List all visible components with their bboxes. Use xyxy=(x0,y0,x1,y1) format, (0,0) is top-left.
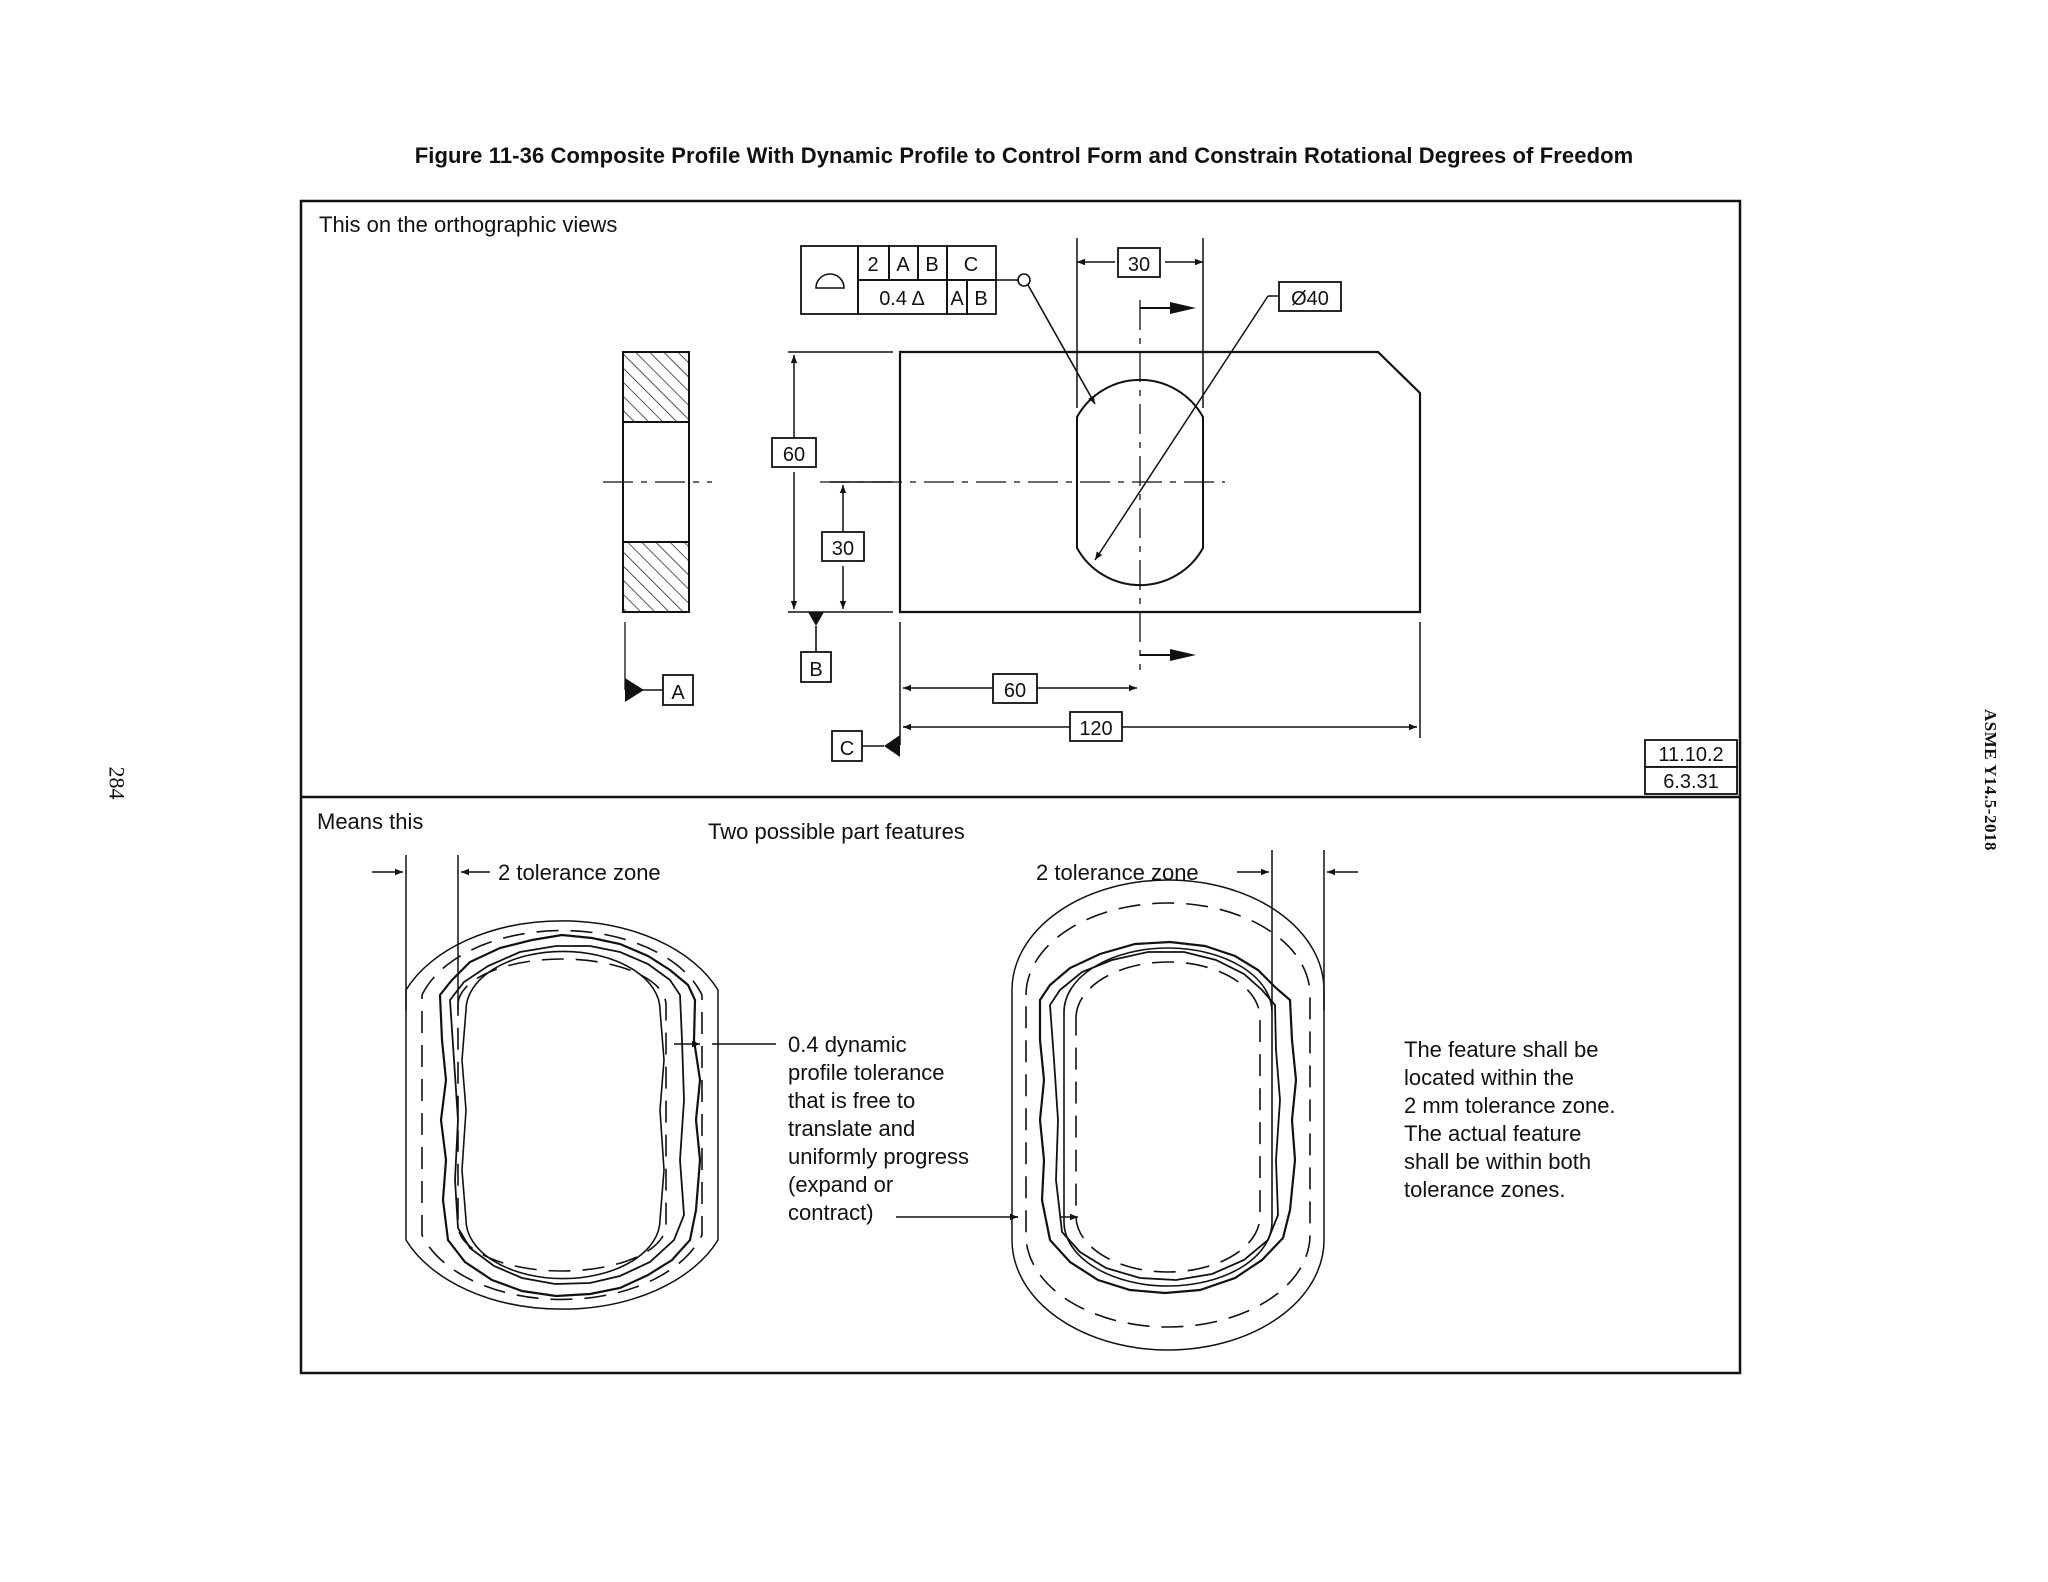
feature-note-line: 2 mm tolerance zone. xyxy=(1404,1093,1616,1118)
feature-location-note xyxy=(1404,1037,1616,1202)
fcf-row2-datum-b: B xyxy=(974,288,988,310)
dim-diameter-40 xyxy=(1095,282,1341,560)
standard-id: ASME Y14.5-2018 xyxy=(1981,709,2000,851)
datum-a-label: A xyxy=(671,682,685,704)
fcf-values xyxy=(867,254,987,310)
dim-diameter-40-label: Ø40 xyxy=(1291,288,1329,310)
side-view xyxy=(603,352,712,690)
datum-a-symbol xyxy=(625,675,693,705)
fcf-tolerance-2: 2 xyxy=(867,254,879,276)
fcf-datum-b: B xyxy=(925,254,939,276)
dim-60-length-label: 60 xyxy=(1003,680,1027,702)
feature-note-line: The actual feature xyxy=(1404,1121,1582,1146)
dynamic-note-line: uniformly progress xyxy=(788,1144,969,1169)
dynamic-note-line: that is free to xyxy=(788,1088,916,1113)
fcf-dynamic-0-4: 0.4 Δ xyxy=(879,288,925,310)
dynamic-note-line: (expand or xyxy=(788,1172,894,1197)
dim-120-length xyxy=(903,622,1420,741)
feature-note-line: tolerance zones. xyxy=(1404,1177,1566,1202)
fcf-datum-c: C xyxy=(963,254,979,276)
dynamic-note-line: contract) xyxy=(788,1200,874,1225)
front-view xyxy=(820,300,1420,670)
reference-11-10-2: 11.10.2 xyxy=(1658,744,1724,766)
dim-60-height-label: 60 xyxy=(782,444,806,466)
dim-30-height-label: 30 xyxy=(831,538,855,560)
figure-title: Figure 11-36 Composite Profile With Dynamic Profile to Control Form and Constrain Rotational Degrees of Freedom xyxy=(414,143,1634,168)
fcf-row2-datum-a: A xyxy=(950,288,964,310)
part-feature-right xyxy=(1012,880,1324,1350)
datum-c-symbol xyxy=(832,731,900,761)
page-number: 284 xyxy=(104,766,130,800)
tolerance-zone-right-callout xyxy=(1237,850,1358,1010)
feature-note-line: The feature shall be xyxy=(1404,1037,1599,1062)
bottom-caption: Means this xyxy=(317,809,424,834)
datum-c-label: C xyxy=(839,738,855,760)
fcf-datum-a: A xyxy=(896,254,910,276)
tolerance-zone-left-label: 2 tolerance zone xyxy=(498,860,661,885)
reference-6-3-31: 6.3.31 xyxy=(1663,771,1719,793)
bottom-subtitle: Two possible part features xyxy=(708,819,965,844)
dynamic-note-line: translate and xyxy=(788,1116,916,1141)
part-feature-left xyxy=(406,921,718,1309)
tolerance-zone-right-label: 2 tolerance zone xyxy=(1036,860,1199,885)
top-caption: This on the orthographic views xyxy=(319,212,618,237)
tolerance-zone-left-callout xyxy=(372,855,490,1010)
dynamic-note-line: 0.4 dynamic xyxy=(788,1032,907,1057)
dim-30-label: 30 xyxy=(1127,254,1151,276)
fcf-leader xyxy=(996,274,1095,404)
dynamic-note-line: profile tolerance xyxy=(788,1060,945,1085)
feature-note-line: located within the xyxy=(1404,1065,1574,1090)
feature-note-line: shall be within both xyxy=(1404,1149,1592,1174)
datum-b-symbol xyxy=(801,612,831,682)
dim-120-length-label: 120 xyxy=(1079,718,1113,740)
datum-b-label: B xyxy=(809,659,823,681)
dynamic-tolerance-note xyxy=(788,1032,969,1225)
